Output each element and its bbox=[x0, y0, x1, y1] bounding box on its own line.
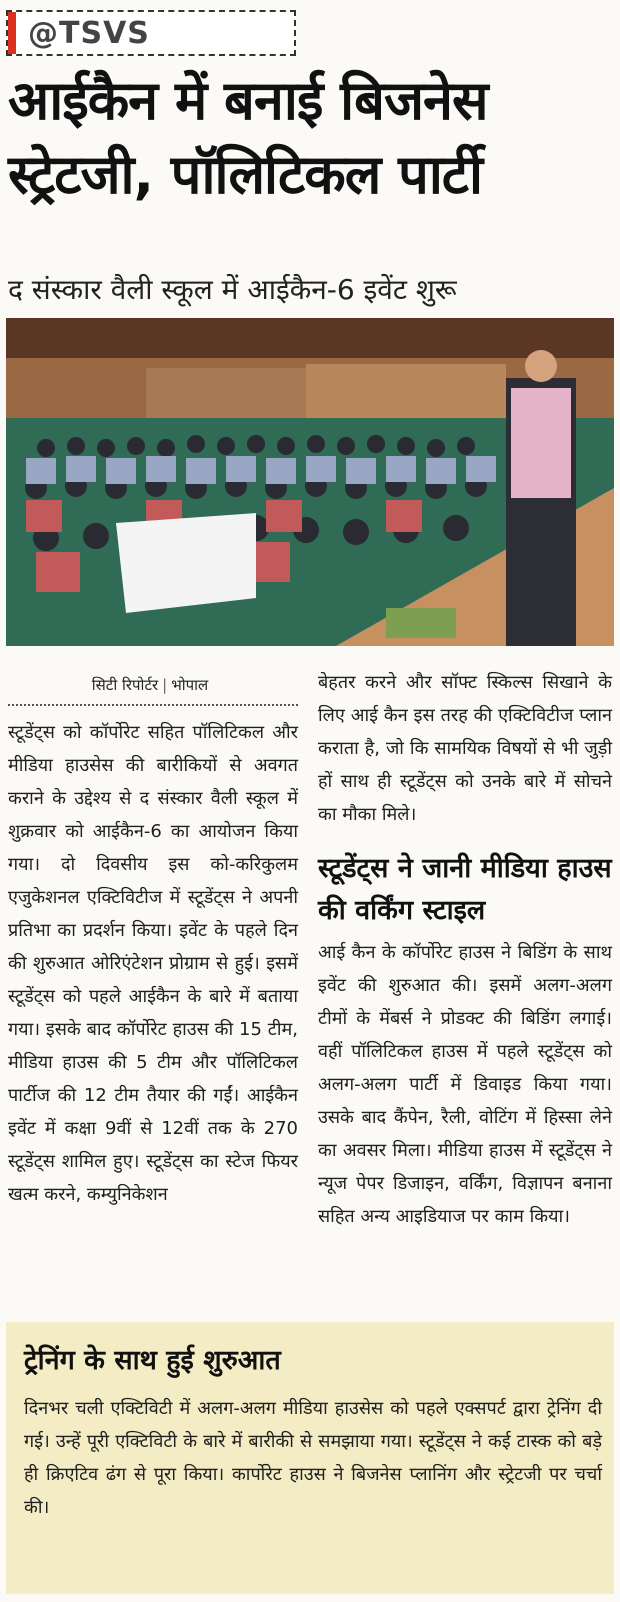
tag-accent-bar bbox=[8, 12, 16, 54]
event-photo bbox=[6, 318, 614, 646]
byline-divider bbox=[8, 704, 298, 706]
headline bbox=[8, 64, 612, 212]
article-right-column-bottom: आई कैन के कॉर्पोरेट हाउस ने बिडिंग के साथ इवेंट की शुरुआत की। इसमें अलग-अलग टीमों के मेंबर्स ने प्रोडक्ट की बिडिंग लगाई। वहीं पॉलिटिकल हाउस में पहले स्टूडेंट्स को अलग-अलग पार्टी में डिवाइड किया गया। उसके बाद कैंपेन, रैली, वोटिंग में हिस्सा लेने का अवसर मिला। मीडिया हाउस में स्टूडेंट्स ने न्यूज पेपर डिजाइन, वर्किंग, विज्ञापन बनाना सहित अन्य आइडियाज पर काम किया। bbox=[318, 942, 612, 1227]
section-heading: स्टूडेंट्स ने जानी मीडिया हाउस की वर्किंग स्टाइल bbox=[318, 853, 612, 926]
byline bbox=[0, 675, 300, 695]
byline-separator: | bbox=[162, 676, 168, 694]
article-right-column-top: बेहतर करने और सॉफ्ट स्किल्स सिखाने के लिए आई कैन इस तरह की एक्टिविटीज प्लान कराता है, जो कि सामयिक विषयों से भी जुड़ी हों साथ ही स्टूडेंट्स को उनके बारे में सोचने का मौका मिले। bbox=[318, 672, 612, 825]
section-tag bbox=[6, 10, 296, 56]
auditorium-photo-illustration bbox=[6, 318, 614, 646]
sidebar-heading: ट्रेनिंग के साथ हुई शुरुआत bbox=[24, 1345, 281, 1376]
byline-reporter: सिटी रिपोर्टर bbox=[91, 676, 159, 694]
byline-city: भोपाल bbox=[171, 676, 209, 694]
tag-label: @TSVS bbox=[28, 16, 150, 51]
subheadline: द संस्कार वैली स्कूल में आईकैन-6 इवेंट शुरू bbox=[8, 273, 457, 306]
sidebar-text: दिनभर चली एक्टिविटी में अलग-अलग मीडिया हाउसेस को पहले एक्सपर्ट द्वारा ट्रेनिंग दी गई। उन्हें पूरी एक्टिविटी के बारे में बारीकी से समझाया गया। स्टूडेंट्स ने कई टास्क को बड़े ही क्रिएटिव ढंग से पूरा किया। कार्पोरेट हाउस ने बिजनेस प्लानिंग और स्ट्रेटजी पर चर्चा की। bbox=[24, 1398, 602, 1518]
sidebar-box bbox=[6, 1322, 614, 1594]
headline-line-2: स्ट्रेटजी, पॉलिटिकल पार्टी bbox=[8, 143, 483, 206]
article-left-column: स्टूडेंट्स को कॉर्पोरेट सहित पॉलिटिकल और मीडिया हाउसेस की बारीकियों से अवगत कराने के उद्देश्य से द संस्कार वैली स्कूल में शुक्रवार को आईकैन-6 का आयोजन किया गया। दो दिवसीय इस को-करिकुलम एजुकेशनल एक्टिविटीज में स्टूडेंट्स ने अपनी प्रतिभा का प्रदर्शन किया। इवेंट के पहले दिन की शुरुआत ओरिएंटेशन प्रोग्राम से हुई। इसमें स्टूडेंट्स को पहले आईकैन के बारे में बताया गया। इसके बाद कॉर्पोरेट हाउस की 15 टीम, मीडिया हाउस की 5 टीम और पॉलिटिकल पार्टीज की 12 टीम तैयार की गईं। आईकैन इवेंट में कक्षा 9वीं से 12वीं तक के 270 स्टूडेंट्स शामिल हुए। स्टूडेंट्स का स्टेज फियर खत्म करने, कम्युनिकेशन bbox=[8, 722, 298, 1205]
headline-line-1: आईकैन में बनाई बिजनेस bbox=[8, 69, 488, 132]
